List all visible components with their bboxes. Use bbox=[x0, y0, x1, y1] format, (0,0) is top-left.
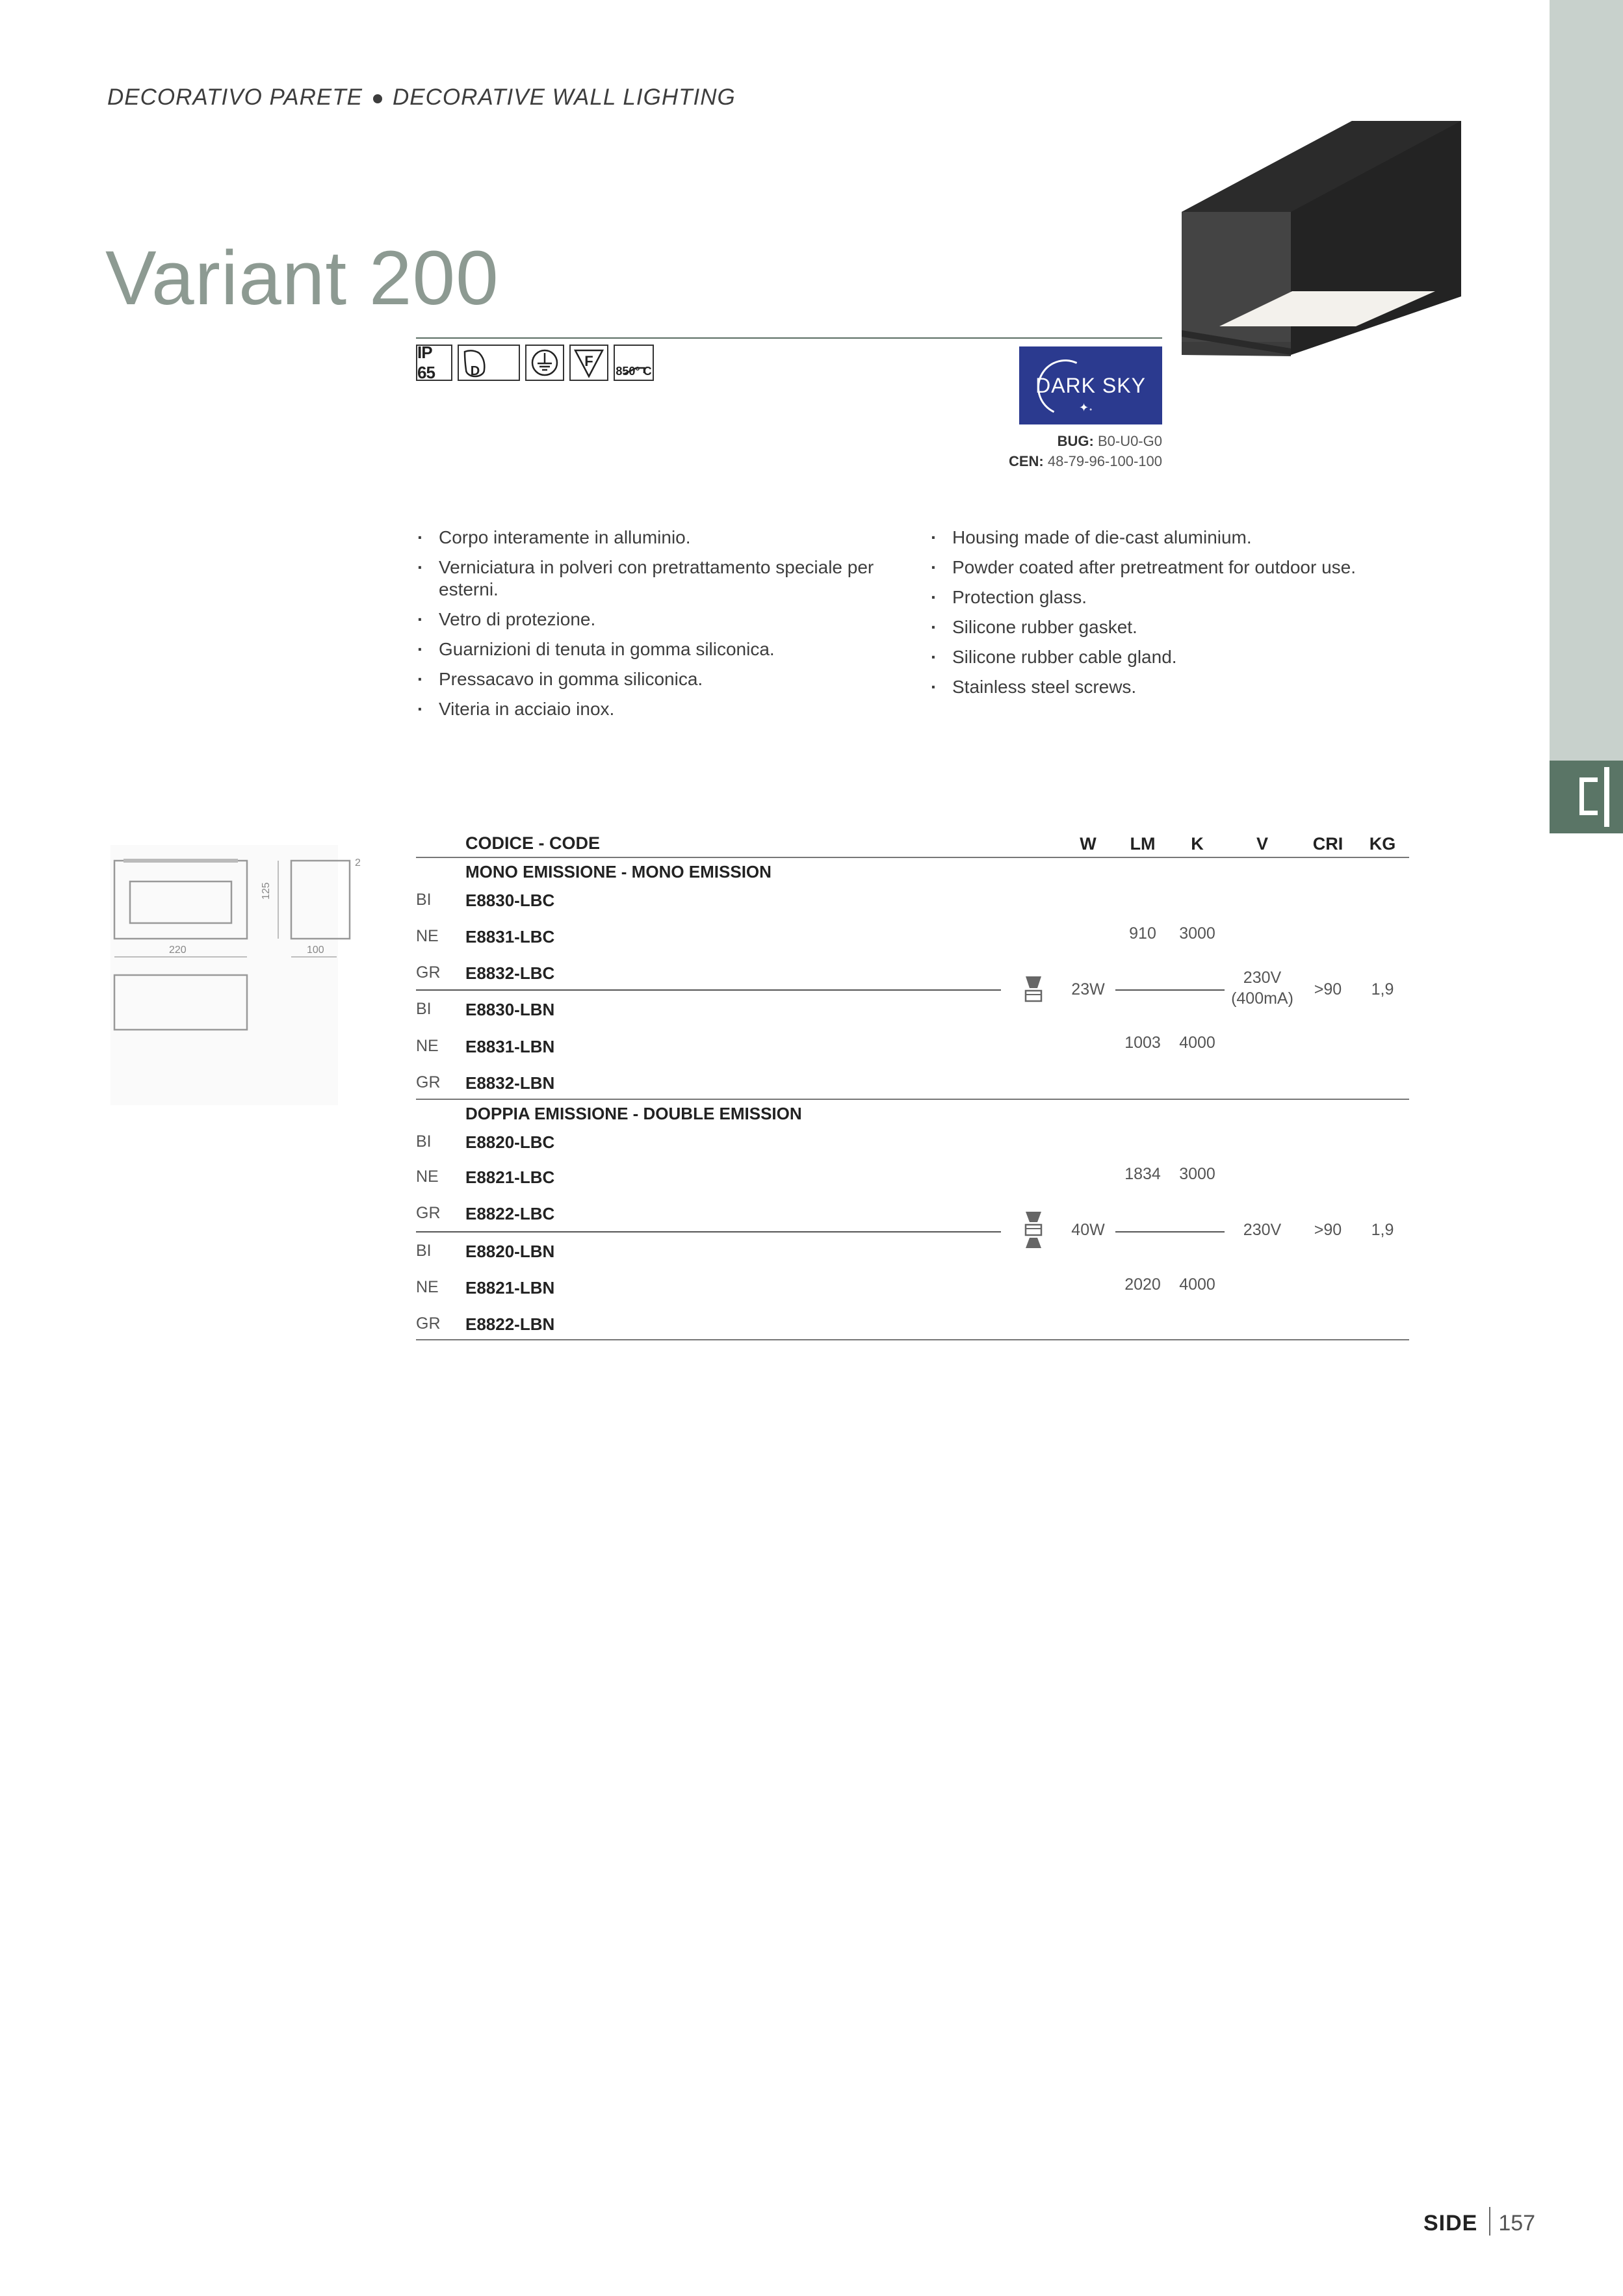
double-lumen-3000: 1834 bbox=[1124, 1165, 1161, 1183]
header-rule bbox=[416, 857, 1409, 858]
header-cri: CRI bbox=[1312, 834, 1344, 854]
category-en: DECORATIVE WALL LIGHTING bbox=[392, 85, 736, 110]
header-w: W bbox=[1080, 834, 1097, 854]
side-band bbox=[1550, 0, 1623, 761]
color-code: BI bbox=[416, 1242, 432, 1260]
row-divider bbox=[416, 989, 1001, 991]
bug-value: B0-U0-G0 bbox=[1097, 433, 1162, 449]
color-code: GR bbox=[416, 963, 441, 982]
color-code: GR bbox=[416, 1204, 441, 1222]
feature-item: · Powder coated after pretreatment for outdoor use. bbox=[929, 556, 1397, 579]
color-code: BI bbox=[416, 891, 432, 909]
product-code[interactable]: E8820-LBC bbox=[465, 1132, 555, 1152]
brand-name: SIDE bbox=[1423, 2211, 1478, 2236]
mono-weight: 1,9 bbox=[1371, 980, 1394, 998]
color-code: BI bbox=[416, 1000, 432, 1018]
feature-item: · Viteria in acciaio inox. bbox=[416, 698, 884, 720]
dark-sky-label: DARK SKY bbox=[1035, 373, 1146, 397]
feature-item: · Pressacavo in gomma siliconica. bbox=[416, 668, 884, 690]
product-code[interactable]: E8830-LBN bbox=[465, 1000, 555, 1019]
feature-item: · Vetro di protezione. bbox=[416, 608, 884, 631]
product-code[interactable]: E8821-LBC bbox=[465, 1168, 555, 1187]
mono-current: (400mA) bbox=[1231, 989, 1293, 1008]
f-mark-letter: F bbox=[584, 353, 593, 369]
product-code[interactable]: E8820-LBN bbox=[465, 1242, 555, 1261]
color-code: GR bbox=[416, 1314, 441, 1333]
feature-item: · Corpo interamente in alluminio. bbox=[416, 527, 884, 549]
feature-item: · Silicone rubber gasket. bbox=[929, 616, 1397, 638]
mono-lumen-4000: 1003 bbox=[1124, 1034, 1161, 1052]
features-italian bbox=[416, 527, 884, 728]
ip65-icon: IP 65 bbox=[416, 345, 452, 381]
double-cri: >90 bbox=[1314, 1221, 1342, 1239]
mono-kelvin-3000: 3000 bbox=[1179, 924, 1215, 943]
bullet-dot-icon bbox=[373, 94, 382, 103]
product-title: Variant 200 bbox=[105, 235, 499, 321]
class-d-letter: D bbox=[470, 364, 480, 378]
product-code[interactable]: E8832-LBN bbox=[465, 1073, 555, 1093]
dim-width: 220 bbox=[169, 945, 187, 956]
feature-item: · Guarnizioni di tenuta in gomma siliconica. bbox=[416, 638, 884, 660]
footer-separator bbox=[1489, 2207, 1490, 2236]
mono-cri: >90 bbox=[1314, 980, 1342, 998]
lm-k-divider bbox=[1115, 989, 1225, 991]
certification-icons bbox=[416, 345, 654, 384]
product-code[interactable]: E8822-LBC bbox=[465, 1204, 555, 1223]
product-code[interactable]: E8822-LBN bbox=[465, 1314, 555, 1334]
feature-item: · Stainless steel screws. bbox=[929, 676, 1397, 698]
section-rule bbox=[416, 1099, 1409, 1100]
glow-wire-temp: 850° C bbox=[616, 365, 652, 378]
double-emission-icon bbox=[1020, 1209, 1046, 1252]
mono-emission-icon bbox=[1020, 974, 1046, 1008]
mono-section-title: MONO EMISSIONE - MONO EMISSION bbox=[465, 862, 772, 881]
product-code[interactable]: E8830-LBC bbox=[465, 891, 555, 910]
title-divider bbox=[416, 337, 1162, 339]
mono-lumen-3000: 910 bbox=[1129, 924, 1156, 943]
double-weight: 1,9 bbox=[1371, 1221, 1394, 1239]
dark-sky-badge bbox=[1019, 346, 1162, 424]
bug-label: BUG: bbox=[1057, 433, 1094, 449]
header-lm: LM bbox=[1130, 834, 1156, 854]
color-code: NE bbox=[416, 1278, 439, 1296]
color-code: NE bbox=[416, 1037, 439, 1055]
section-tab-icon bbox=[1579, 777, 1598, 815]
feature-item: · Protection glass. bbox=[929, 586, 1397, 608]
cen-rating bbox=[962, 453, 1162, 470]
mono-kelvin-4000: 4000 bbox=[1179, 1034, 1215, 1052]
color-code: GR bbox=[416, 1073, 441, 1091]
glow-wire-850-icon bbox=[614, 345, 654, 381]
mono-watt: 23W bbox=[1071, 980, 1105, 998]
double-kelvin-3000: 3000 bbox=[1179, 1165, 1215, 1183]
stars-icon: ✦˖ bbox=[1079, 401, 1093, 414]
double-lumen-4000: 2020 bbox=[1124, 1275, 1161, 1294]
product-code[interactable]: E8832-LBC bbox=[465, 963, 555, 983]
color-code: BI bbox=[416, 1132, 432, 1151]
double-section-title: DOPPIA EMISSIONE - DOUBLE EMISSION bbox=[465, 1104, 802, 1123]
row-divider bbox=[416, 1231, 1001, 1233]
product-photo bbox=[1182, 121, 1461, 355]
cen-label: CEN: bbox=[1008, 453, 1044, 469]
color-code: NE bbox=[416, 927, 439, 945]
product-code[interactable]: E8831-LBC bbox=[465, 927, 555, 946]
dim-small: 2 bbox=[355, 857, 361, 868]
dim-height: 125 bbox=[261, 882, 272, 900]
section-tab-bar bbox=[1604, 767, 1609, 827]
product-code[interactable]: E8831-LBN bbox=[465, 1037, 555, 1056]
double-watt: 40W bbox=[1071, 1221, 1105, 1239]
mono-voltage: 230V bbox=[1243, 969, 1282, 987]
double-voltage: 230V bbox=[1243, 1221, 1282, 1239]
lm-k-divider bbox=[1115, 1231, 1225, 1233]
class-d-lamp-icon bbox=[458, 345, 520, 381]
features-english bbox=[929, 527, 1397, 706]
cen-value: 48-79-96-100-100 bbox=[1047, 453, 1162, 469]
feature-item: · Housing made of die-cast aluminium. bbox=[929, 527, 1397, 549]
category-it: DECORATIVO PARETE bbox=[107, 85, 363, 110]
f-mark-icon bbox=[569, 345, 608, 381]
table-bottom-rule bbox=[416, 1339, 1409, 1340]
header-code: CODICE - CODE bbox=[465, 833, 601, 853]
feature-item: · Silicone rubber cable gland. bbox=[929, 646, 1397, 668]
color-code: NE bbox=[416, 1168, 439, 1186]
page-number: 157 bbox=[1498, 2211, 1536, 2236]
header-k: K bbox=[1191, 834, 1204, 854]
feature-item: · Verniciatura in polveri con pretrattamento speciale per esterni. bbox=[416, 556, 884, 601]
dimension-drawing bbox=[110, 845, 361, 1105]
header-kg: KG bbox=[1369, 834, 1396, 854]
double-kelvin-4000: 4000 bbox=[1179, 1275, 1215, 1294]
category-header bbox=[107, 85, 736, 111]
page-footer bbox=[1423, 2207, 1535, 2236]
dim-depth: 100 bbox=[307, 945, 324, 956]
earth-ground-icon bbox=[525, 345, 564, 381]
header-v: V bbox=[1256, 834, 1269, 854]
bug-rating bbox=[962, 433, 1162, 450]
product-code[interactable]: E8821-LBN bbox=[465, 1278, 555, 1298]
